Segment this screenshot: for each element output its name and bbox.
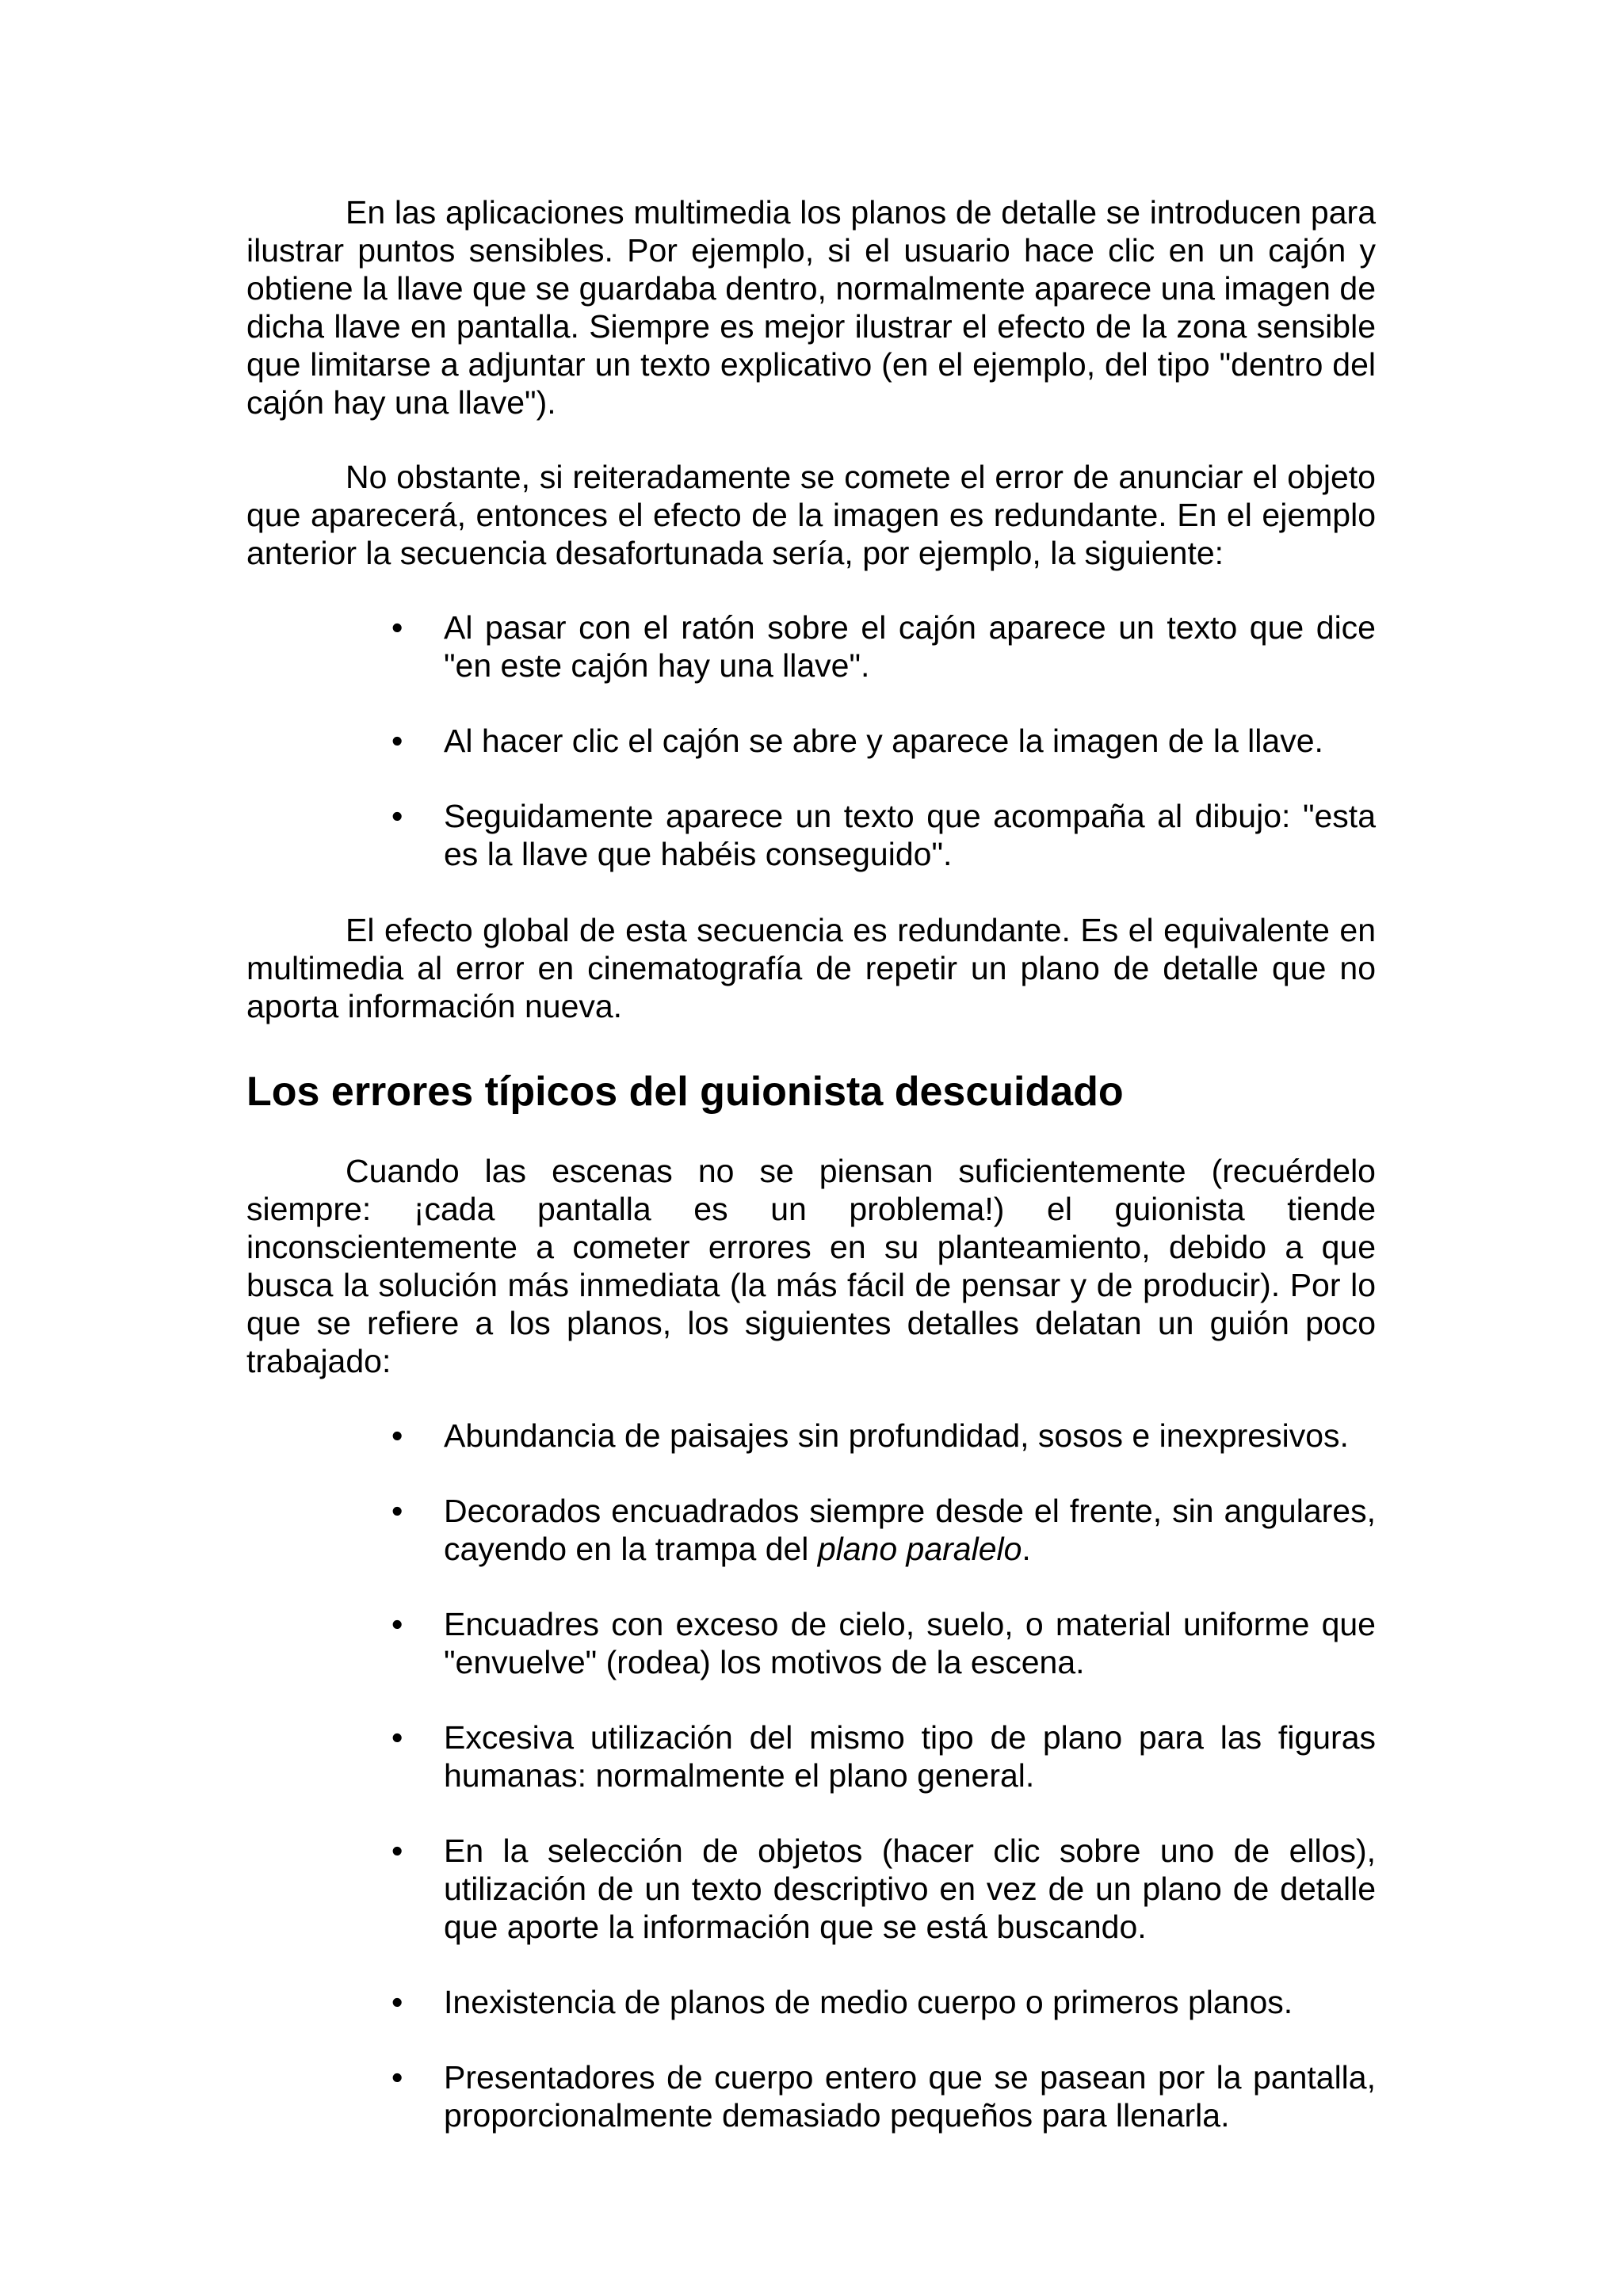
document-page	[246, 193, 1376, 2172]
list-item-text: Inexistencia de planos de medio cuerpo o primeros planos.	[444, 1984, 1293, 2020]
bullet-icon: •	[391, 1984, 403, 2020]
bullet-icon: •	[391, 2059, 403, 2096]
list-item	[246, 797, 1376, 873]
paragraph-detail-shots: En las aplicaciones multimedia los planos de detalle se introducen para ilustrar puntos sensibles. Por ejemplo, si el usuario hace clic en un cajón y obtiene la llave que se guardaba dentro, normalmente aparece una imagen de dicha llave en pantalla. Siempre es mejor ilustrar el efecto de la zona sensible que limitarse a adjuntar un texto explicativo (en el ejemplo, del tipo "dentro del cajón hay una llave").	[246, 194, 1376, 421]
bullet-icon: •	[391, 609, 403, 646]
list-item-text: Al hacer clic el cajón se abre y aparece la imagen de la llave.	[444, 723, 1323, 759]
list-item-text: Al pasar con el ratón sobre el cajón aparece un texto que dice "en este cajón hay una llave".	[444, 609, 1376, 684]
list-item-text: Seguidamente aparece un texto que acompaña al dibujo: "esta es la llave que habéis conseguido".	[444, 798, 1376, 872]
list-item	[246, 1832, 1376, 1946]
list-item-text: Presentadores de cuerpo entero que se pasean por la pantalla, proporcionalmente demasiado pequeños para llenarla.	[444, 2059, 1376, 2134]
errors-bullet-list	[246, 1417, 1376, 2134]
list-item-text: Excesiva utilización del mismo tipo de plano para las figuras humanas: normalmente el plano general.	[444, 1719, 1376, 1794]
bullet-icon: •	[391, 798, 403, 834]
list-item-text: En la selección de objetos (hacer clic sobre uno de ellos), utilización de un texto descriptivo en vez de un plano de detalle que aporte la información que se está buscando.	[444, 1833, 1376, 1945]
list-item	[246, 1492, 1376, 1568]
bullet-icon: •	[391, 1417, 403, 1454]
bullet-icon: •	[391, 723, 403, 759]
list-item-text-end: .	[1022, 1531, 1031, 1567]
list-item	[246, 1983, 1376, 2021]
section-heading: Los errores típicos del guionista descuidado	[246, 1069, 1124, 1115]
list-item	[246, 1605, 1376, 1681]
list-item-text: Abundancia de paisajes sin profundidad, sosos e inexpresivos.	[444, 1417, 1349, 1454]
list-item-text-start: Decorados encuadrados siempre desde el frente, sin angulares, cayendo en la trampa del	[444, 1493, 1376, 1567]
paragraph-redundancy: No obstante, si reiteradamente se comete el error de anunciar el objeto que aparecerá, entonces el efecto de la imagen es redundante. En el ejemplo anterior la secuencia desafortunada sería, por ejemplo, la siguiente:	[246, 459, 1376, 571]
bullet-icon: •	[391, 1606, 403, 1642]
bullet-icon: •	[391, 1719, 403, 1756]
sequence-bullet-list	[246, 608, 1376, 873]
list-item	[246, 608, 1376, 685]
list-item-text: Encuadres con exceso de cielo, suelo, o material uniforme que "envuelve" (rodea) los motivos de la escena.	[444, 1606, 1376, 1680]
paragraph-careless-scenes: Cuando las escenas no se piensan suficientemente (recuérdelo siempre: ¡cada pantalla es un problema!) el guionista tiende inconscientemente a cometer errores en su planteamiento, debido a que busca la solución más inmediata (la más fácil de pensar y de producir). Por lo que se refiere a los planos, los siguientes detalles delatan un guión poco trabajado:	[246, 1153, 1376, 1379]
list-item	[246, 2058, 1376, 2134]
list-item	[246, 722, 1376, 760]
list-item	[246, 1718, 1376, 1794]
bullet-icon: •	[391, 1493, 403, 1529]
list-item-text	[444, 1493, 1376, 1567]
paragraph-global-effect: El efecto global de esta secuencia es redundante. Es el equivalente en multimedia al error en cinematografía de repetir un plano de detalle que no aporta información nueva.	[246, 912, 1376, 1024]
bullet-icon: •	[391, 1833, 403, 1869]
list-item	[246, 1417, 1376, 1455]
italic-term: plano paralelo	[817, 1531, 1022, 1567]
